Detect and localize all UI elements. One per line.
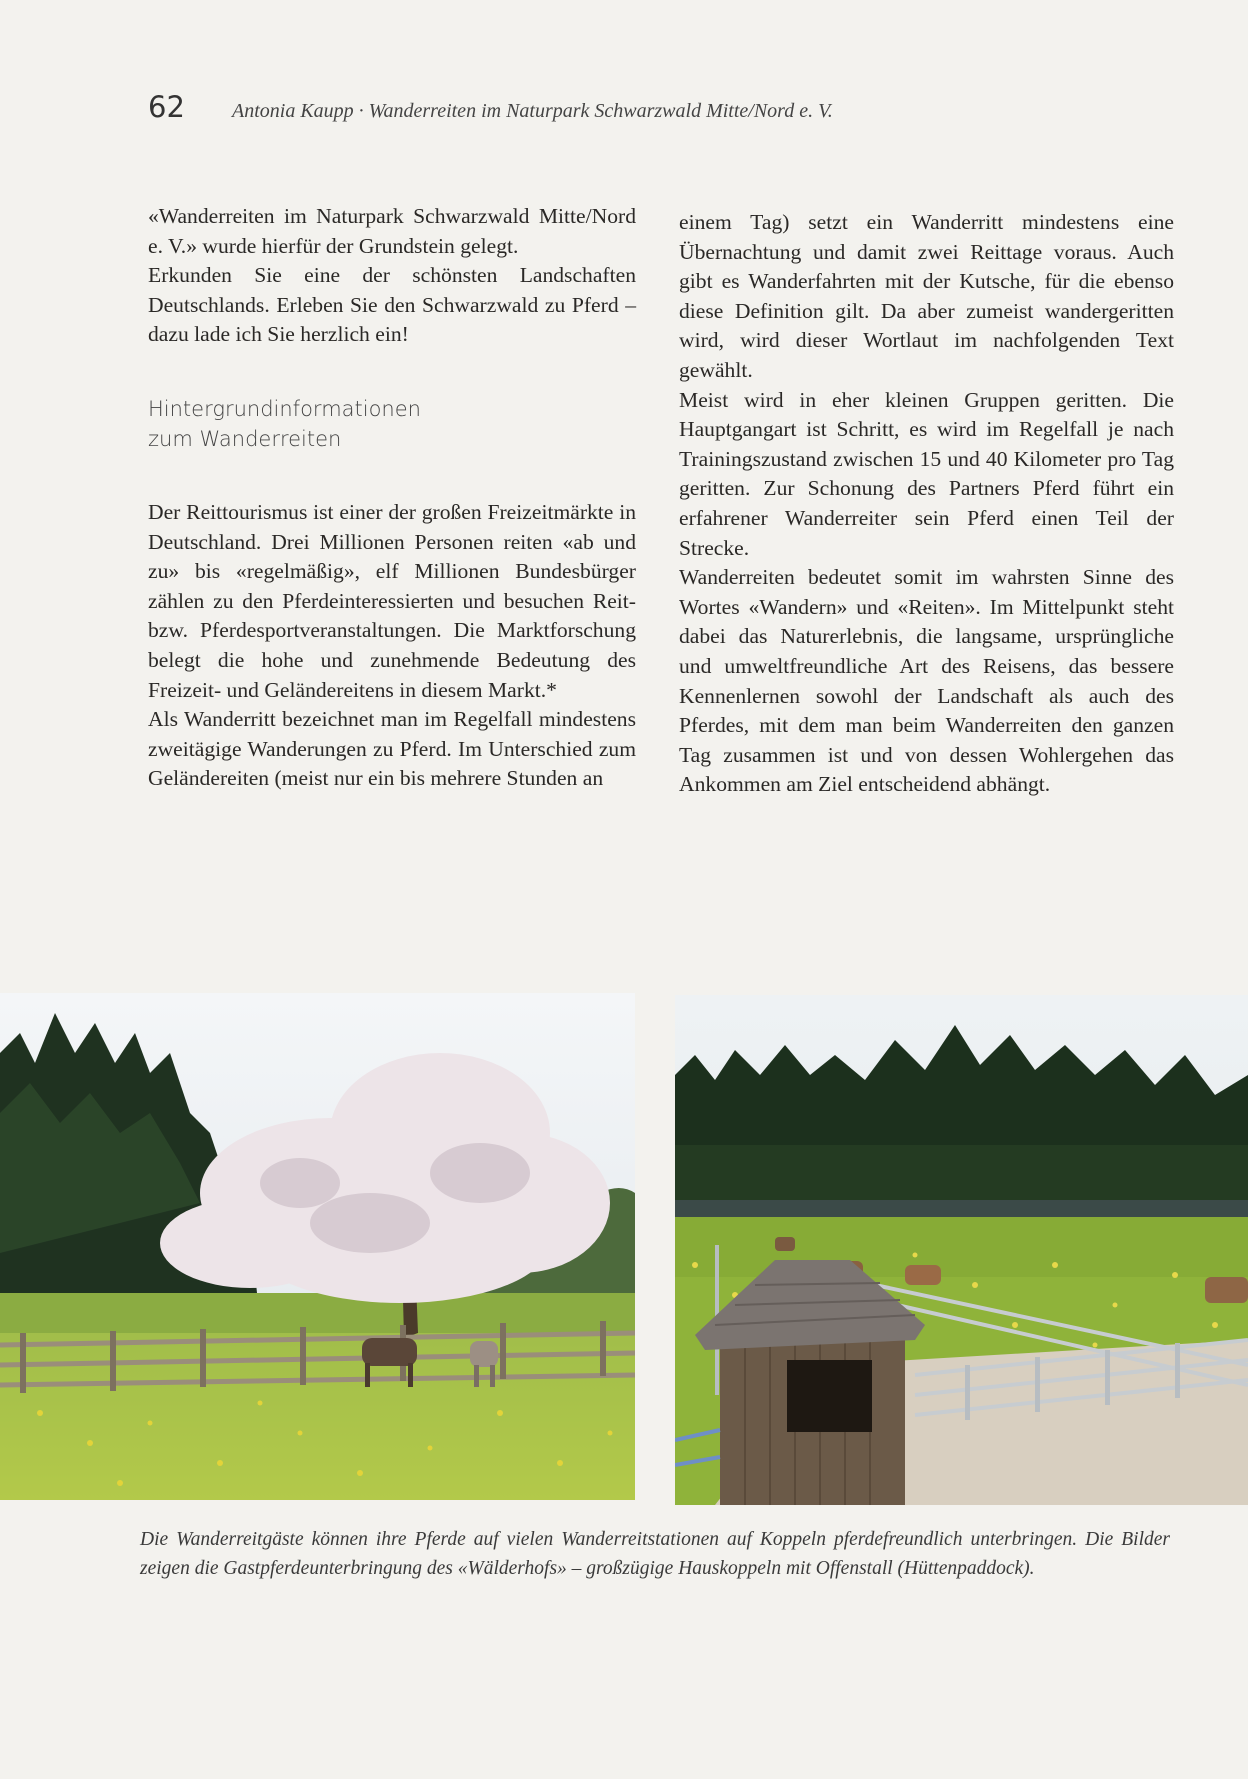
section-heading-line: Hintergrundinformationen [148,396,421,421]
section-heading [148,394,636,454]
page-number: 62 [148,90,185,124]
page-header [148,90,1048,130]
body-paragraph: Wanderreiten bedeutet somit im wahrsten Sinne des Wortes «Wandern» und «Reiten». Im Mittelpunkt steht dabei das Naturerlebnis, die langsame, ursprüngliche und umweltfreundliche Art des Reisens, das bessere Kennenlernen sowohl der Landschaft als auch des Pferdes, mit dem man beim Wanderreiten den ganzen Tag zusammen ist und von dessen Wohlergehen das Ankommen am Ziel entscheidend abhängt. [679,565,1174,797]
figure-caption: Die Wanderreitgäste können ihre Pferde auf vielen Wanderreitstationen auf Koppeln pferdefreundlich unterbringen. Die Bilder zeigen die Gastpferdeunterbringung des «Wälderhofs» – großzügige Hauskoppeln mit Offenstall (Hüttenpaddock). [140,1529,1170,1579]
body-paragraph: einem Tag) setzt ein Wanderritt mindestens eine Übernachtung und damit zwei Reittage voraus. Auch gibt es Wanderfahrten mit der Kutsche, für die ebenso diese Definition gilt. Da aber zumeist wandergeritten wird, wird dieser Wortlaut im nachfolgenden Text gewählt. [679,210,1174,382]
photo-blossom-tree-paddock [0,993,635,1500]
body-paragraph: Als Wanderritt bezeichnet man im Regelfall mindestens zweitägige Wanderungen zu Pferd. Im Unterschied zum Geländereiten (meist nur ein bis mehrere Stunden an [148,707,636,791]
intro-paragraph: Erkunden Sie eine der schönsten Landschaften Deutschlands. Erleben Sie den Schwarzwald zu Pferd – dazu lade ich Sie herzlich ein! [148,263,636,347]
intro-paragraph: «Wanderreiten im Naturpark Schwarzwald Mitte/Nord e. V.» wurde hierfür der Grundstein gelegt. [148,204,636,258]
section-heading-line: zum Wanderreiten [148,426,342,451]
photo-paddock-shelter [675,995,1248,1505]
body-paragraph: Der Reittourismus ist einer der großen Freizeitmärkte in Deutschland. Drei Millionen Personen reiten «ab und zu» bis «regelmäßig», elf Millionen Bundesbürger zählen zu den Pferdeinteressierten und besuchen Reit- bzw. Pferdesportveranstaltungen. Die Marktforschung belegt die hohe und zunehmende Bedeutung des Freizeit- und Geländereitens in diesem Markt.* [148,499,636,702]
right-column [679,208,1174,800]
body-paragraph: Meist wird in eher kleinen Gruppen geritten. Die Hauptgangart ist Schritt, es wird im Regelfall je nach Trainingszustand zwischen 15 und 40 Kilometer pro Tag geritten. Zur Schonung des Partners Pferd führt ein erfahrener Wanderreiter sein Pferd einen Teil der Strecke. [679,387,1174,560]
left-column [148,202,636,794]
running-head: Antonia Kaupp · Wanderreiten im Naturpark Schwarzwald Mitte/Nord e. V. [232,100,833,122]
